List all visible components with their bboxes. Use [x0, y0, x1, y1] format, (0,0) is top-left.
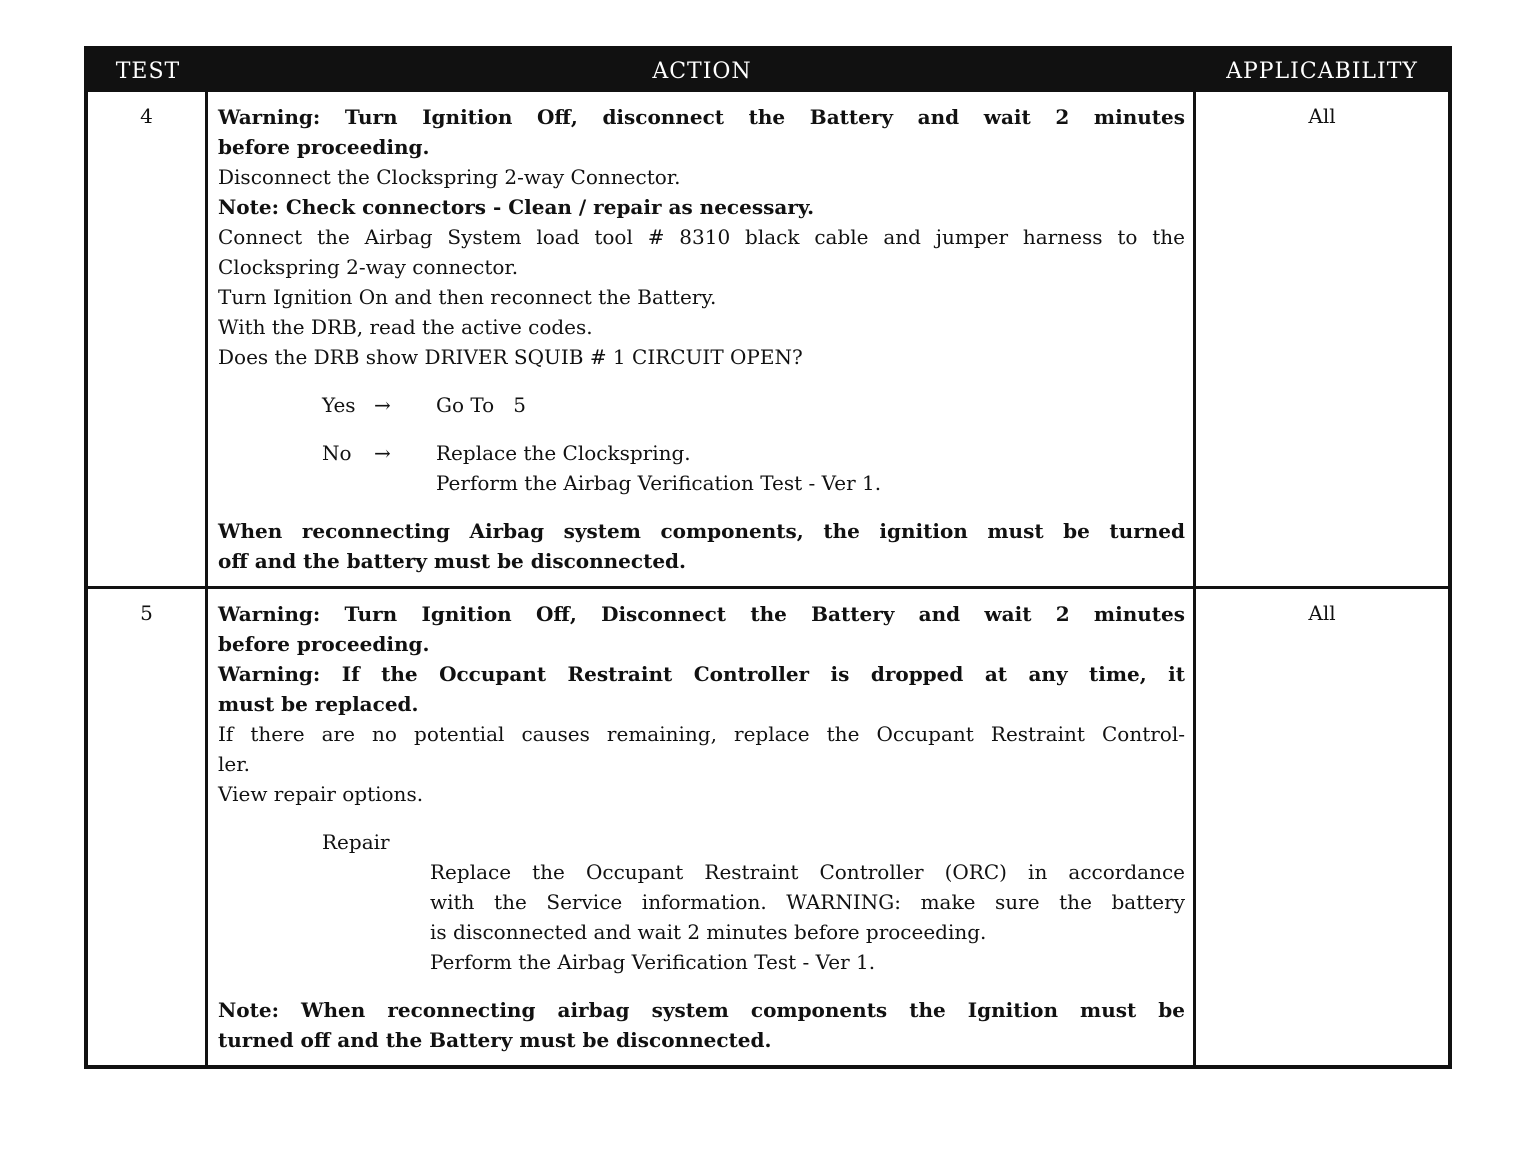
closing-note: Note: When reconnecting airbag system components the Ignition must be [218, 998, 1185, 1022]
instruction-line-cont: Clockspring 2-way connector. [218, 255, 519, 279]
diagnostic-test-table [84, 46, 1452, 1069]
table-row-test-5 [88, 586, 1448, 1065]
no-branch [322, 438, 1185, 498]
warning-text: Warning: Turn Ignition Off, disconnect the Battery and wait 2 minutes [218, 105, 1185, 129]
repair-line: is disconnected and wait 2 minutes before proceeding. [430, 920, 987, 944]
arrow-right-icon: → [374, 441, 391, 465]
applicability-value: All [1308, 601, 1336, 625]
header-applicability: APPLICABILITY [1226, 58, 1418, 84]
instruction-line: Disconnect the Clockspring 2-way Connector. [218, 165, 681, 189]
closing-note-cont: off and the battery must be disconnected. [218, 549, 686, 573]
applicability-value: All [1308, 104, 1336, 128]
action-cell [208, 92, 1196, 586]
action-cell [208, 589, 1196, 1065]
table-header-row [88, 50, 1448, 92]
closing-note-cont: turned off and the Battery must be disconnected. [218, 1028, 772, 1052]
instruction-line: Connect the Airbag System load tool # 8310 black cable and jumper harness to the [218, 225, 1185, 249]
warning-text-cont: must be replaced. [218, 692, 419, 716]
test-number: 5 [88, 589, 208, 1065]
no-result-line: Replace the Clockspring. [436, 441, 691, 465]
warning-text-cont: before proceeding. [218, 632, 430, 656]
instruction-line-cont: ler. [218, 752, 250, 776]
closing-note: When reconnecting Airbag system components, the ignition must be turned [218, 519, 1185, 543]
header-test: TEST [115, 58, 181, 84]
instruction-line: With the DRB, read the active codes. [218, 315, 593, 339]
arrow-right-icon: → [374, 393, 391, 417]
repair-line: with the Service information. WARNING: make sure the battery [430, 890, 1185, 914]
no-label: No [322, 441, 352, 465]
repair-line: Perform the Airbag Verification Test - Ver 1. [430, 950, 876, 974]
no-result [436, 438, 1185, 498]
question-text: Does the DRB show DRIVER SQUIB # 1 CIRCUIT OPEN? [218, 345, 803, 369]
repair-line: Replace the Occupant Restraint Controller (ORC) in accordance [430, 860, 1185, 884]
warning-text-cont: before proceeding. [218, 135, 430, 159]
warning-text: Warning: If the Occupant Restraint Controller is dropped at any time, it [218, 662, 1185, 686]
header-action: ACTION [652, 58, 752, 84]
yes-label: Yes [322, 393, 356, 417]
instruction-line: View repair options. [218, 782, 424, 806]
instruction-line: If there are no potential causes remaining, replace the Occupant Restraint Control- [218, 722, 1185, 746]
no-result-line: Perform the Airbag Verification Test - Ver 1. [436, 471, 882, 495]
yes-result: Go To 5 [436, 393, 526, 417]
test-number: 4 [88, 92, 208, 586]
note-text: Note: Check connectors - Clean / repair as necessary. [218, 195, 815, 219]
instruction-line: Turn Ignition On and then reconnect the Battery. [218, 285, 717, 309]
warning-text: Warning: Turn Ignition Off, Disconnect the Battery and wait 2 minutes [218, 602, 1185, 626]
yes-branch [322, 390, 1185, 420]
table-row-test-4 [88, 92, 1448, 586]
repair-label: Repair [322, 830, 390, 854]
repair-description [430, 857, 1185, 977]
